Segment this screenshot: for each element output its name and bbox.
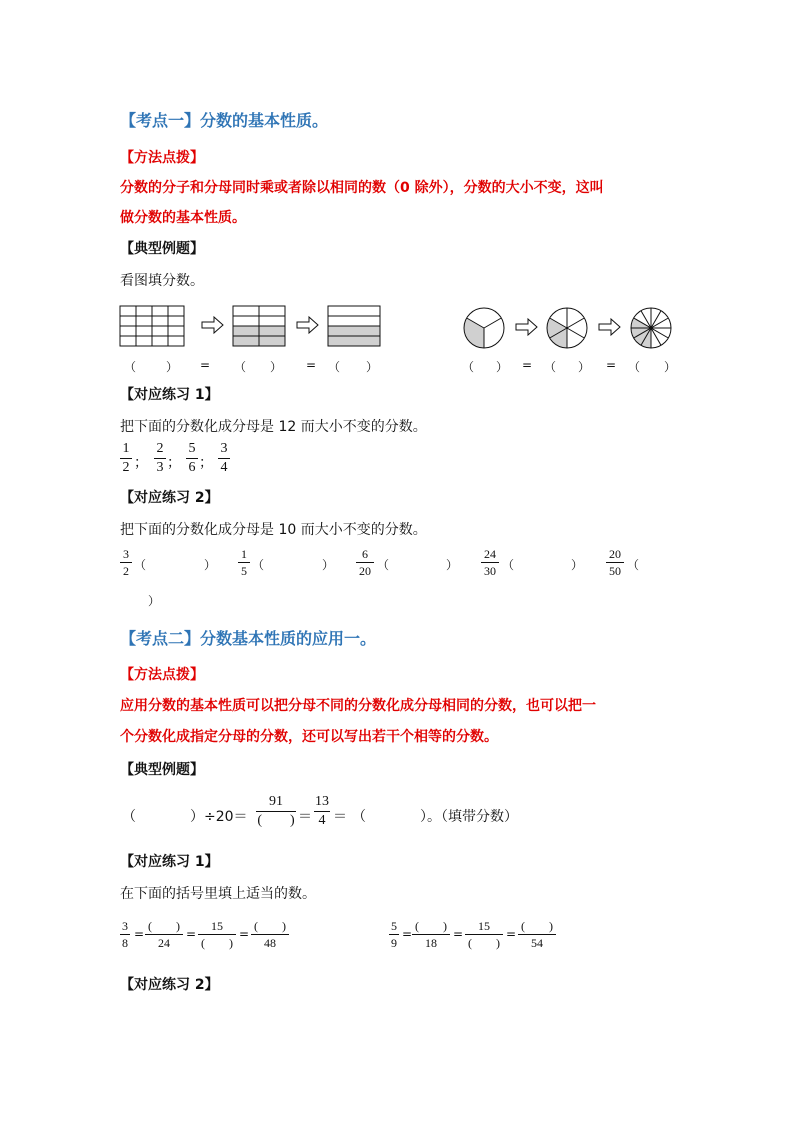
- section1-title: 【考点一】分数的基本性质。: [120, 111, 329, 130]
- paren-open: （: [377, 558, 390, 572]
- paren-close: ）: [366, 360, 379, 374]
- paren-open: （: [124, 360, 137, 374]
- paren-open: （: [328, 360, 341, 374]
- paren-close: ）: [148, 594, 161, 608]
- fraction: 24 30: [481, 547, 499, 578]
- paren-close: ）: [322, 558, 335, 572]
- arrow-icon: [599, 319, 620, 335]
- circle-figure-3: [631, 308, 671, 348]
- fraction: 20 50: [606, 547, 624, 578]
- paren-close: ）: [270, 360, 283, 374]
- fraction: 15 ( ): [465, 919, 503, 950]
- equals-sign: =: [306, 358, 317, 372]
- equals-sign: =: [239, 927, 250, 941]
- section2-practice2-heading: 【对应练习 2】: [120, 977, 219, 993]
- fraction: ( ) 24: [145, 919, 183, 950]
- divide-expression: ）÷20＝: [190, 809, 248, 825]
- section2-practice1-heading: 【对应练习 1】: [120, 854, 219, 870]
- equals-sign: =: [506, 927, 517, 941]
- section1-practice2-prompt: 把下面的分数化成分母是 10 而大小不变的分数。: [120, 522, 427, 538]
- fraction: 3 4: [218, 441, 230, 476]
- semicolon: ；: [134, 455, 148, 471]
- section1-practice2-heading: 【对应练习 2】: [120, 490, 219, 506]
- equals-sign: ＝: [333, 809, 347, 825]
- paren-open: （: [252, 558, 265, 572]
- fraction: ( ) 48: [251, 919, 289, 950]
- fraction: ( ) 54: [518, 919, 556, 950]
- semicolon: ；: [167, 455, 181, 471]
- equals-sign: =: [134, 927, 145, 941]
- paren-open: （: [628, 360, 641, 374]
- section2-method-line1: 应用分数的基本性质可以把分母不同的分数化成分母相同的分数，也可以把一: [120, 698, 596, 714]
- circle-figure-2: [547, 308, 587, 348]
- fraction: 6 20: [356, 547, 374, 578]
- grid-figure-2: [233, 306, 285, 346]
- section1-practice1-heading: 【对应练习 1】: [120, 387, 219, 403]
- paren-close: ）: [578, 360, 591, 374]
- grid-figure-1: [120, 306, 184, 346]
- paren-open: （: [627, 558, 640, 572]
- paren-close: ）: [166, 360, 179, 374]
- section2-example-heading: 【典型例题】: [120, 762, 204, 778]
- section2-practice1-prompt: 在下面的括号里填上适当的数。: [120, 886, 316, 902]
- fraction: 91 ( ): [257, 794, 295, 828]
- paren-open: （: [502, 558, 515, 572]
- paren-close: ）: [571, 558, 584, 572]
- section1-example-heading: 【典型例题】: [120, 241, 204, 257]
- section1-method-line1: 分数的分子和分母同时乘或者除以相同的数（0 除外），分数的大小不变，这叫: [120, 180, 604, 196]
- paren-open: （: [544, 360, 557, 374]
- fraction: 15 ( ): [198, 919, 236, 950]
- equals-sign: ＝: [298, 809, 312, 825]
- equals-sign: =: [453, 927, 464, 941]
- equals-sign: =: [200, 358, 211, 372]
- section1-example-prompt: 看图填分数。: [120, 273, 204, 289]
- grid-figure-3: [328, 306, 380, 346]
- paren-open: （: [352, 809, 366, 825]
- paren-open: （: [234, 360, 247, 374]
- section2-method-heading: 【方法点拨】: [120, 667, 204, 683]
- arrow-icon: [297, 317, 318, 333]
- paren-close: ）: [664, 360, 677, 374]
- paren-open: （: [134, 558, 147, 572]
- equals-sign: =: [186, 927, 197, 941]
- circle-figure-1: [464, 308, 504, 348]
- arrow-icon: [516, 319, 537, 335]
- paren-close: ）: [446, 558, 459, 572]
- fraction: 3 2: [120, 547, 132, 578]
- section2-title: 【考点二】分数基本性质的应用一。: [120, 629, 377, 648]
- section1-method-heading: 【方法点拨】: [120, 150, 204, 166]
- section1-practice1-prompt: 把下面的分数化成分母是 12 而大小不变的分数。: [120, 419, 427, 435]
- answer-hint: ）。（填带分数）: [420, 809, 518, 825]
- equals-sign: =: [522, 358, 533, 372]
- fraction: ( ) 18: [412, 919, 450, 950]
- equals-sign: =: [402, 927, 413, 941]
- paren-close: ）: [204, 558, 217, 572]
- fraction: 2 3: [154, 441, 166, 476]
- fraction: 5 9: [391, 919, 397, 950]
- semicolon: ；: [199, 455, 213, 471]
- arrow-icon: [202, 317, 223, 333]
- section2-method-line2: 个分数化成指定分母的分数，还可以写出若干个相等的分数。: [120, 729, 498, 745]
- equals-sign: =: [606, 358, 617, 372]
- paren-close: ）: [496, 360, 509, 374]
- section1-method-line2: 做分数的基本性质。: [120, 210, 246, 226]
- fraction: 1 5: [238, 547, 250, 578]
- fraction: 3 8: [122, 919, 128, 950]
- paren-open: （: [122, 809, 136, 825]
- fraction: 1 2: [120, 441, 132, 476]
- paren-open: （: [462, 360, 475, 374]
- fraction: 13 4: [315, 794, 329, 828]
- fraction: 5 6: [186, 441, 198, 476]
